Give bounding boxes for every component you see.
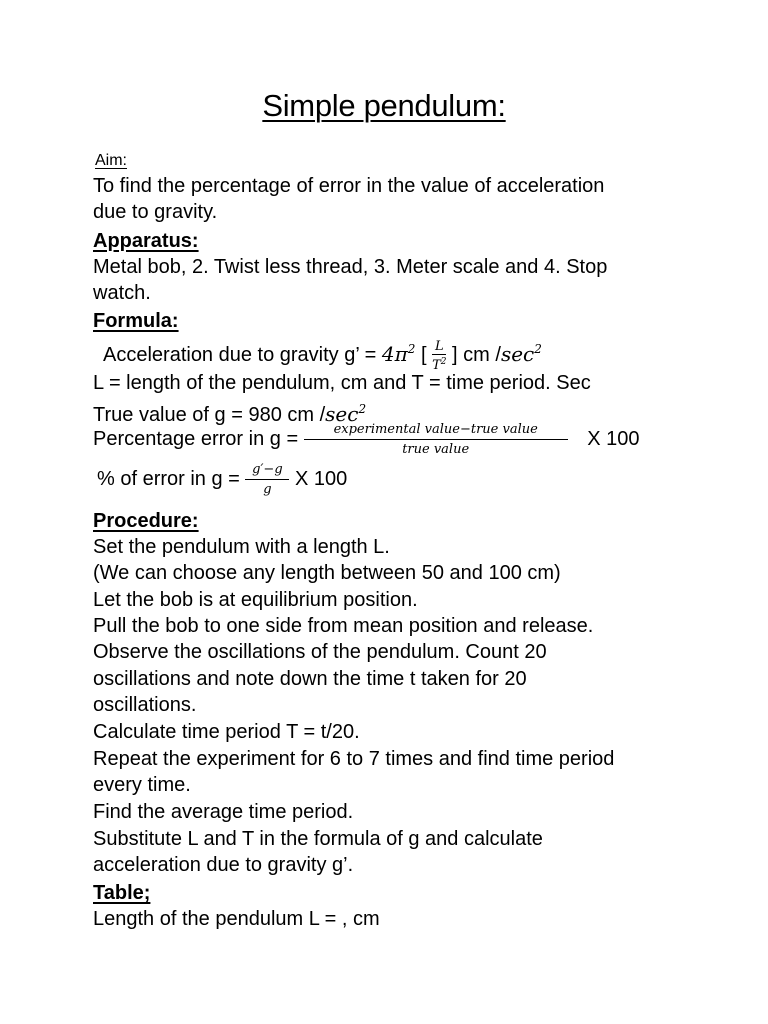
procedure-line: every time. <box>93 774 191 796</box>
aim-heading: Aim: <box>95 152 127 169</box>
formula-legend: L = length of the pendulum, cm and T = time period. Sec <box>93 372 591 394</box>
true-value-line: True value of g = 980 cm $/\sec^2$ <box>93 402 367 426</box>
procedure-line: Pull the bob to one side from mean position and release. <box>93 615 594 637</box>
formula-heading: Formula: <box>93 310 179 332</box>
aim-text-line-2: due to gravity. <box>93 201 218 223</box>
percent-error-g-label: % of error in g = <box>97 467 240 490</box>
procedure-line: Set the pendulum with a length L. <box>93 536 390 558</box>
procedure-line: oscillations and note down the time t taken for 20 <box>93 668 527 690</box>
procedure-line: Find the average time period. <box>93 801 354 823</box>
table-length-line: Length of the pendulum L = , cm <box>93 908 380 930</box>
procedure-heading: Procedure: <box>93 510 199 532</box>
procedure-line: (We can choose any length between 50 and 100 cm) <box>93 562 561 584</box>
gravity-coefficient: $4\pi^2$ <box>381 342 416 366</box>
procedure-line: oscillations. <box>93 694 197 716</box>
table-heading: Table; <box>93 882 151 904</box>
gravity-open-bracket: [ <box>420 344 427 366</box>
apparatus-line-1: Metal bob, 2. Twist less thread, 3. Meter scale and 4. Stop <box>93 256 608 278</box>
percent-error-g-formula <box>97 461 347 498</box>
percent-error-g-fraction: $\frac{g'-g}{g}$ <box>245 461 289 498</box>
percentage-error-fraction: $\frac{\text{experimental value−true value}}{\text{true value}}$ <box>304 421 568 458</box>
apparatus-heading: Apparatus: <box>93 230 199 252</box>
percentage-error-label: Percentage error in g = <box>93 427 299 450</box>
procedure-line: Repeat the experiment for 6 to 7 times and find time period <box>93 748 615 770</box>
gravity-formula <box>103 336 542 372</box>
gravity-unit-sec: $\sec^2$ <box>500 342 542 366</box>
gravity-unit: ] cm / <box>452 344 501 366</box>
page-title: Simple pendulum: <box>262 88 506 123</box>
procedure-line: Let the bob is at equilibrium position. <box>93 589 418 611</box>
percentage-error-formula <box>93 421 640 458</box>
percent-error-g-multiplier: X 100 <box>294 467 348 490</box>
aim-text-line-1: To find the percentage of error in the value of acceleration <box>93 175 605 197</box>
procedure-line: acceleration due to gravity g’. <box>93 854 354 876</box>
apparatus-line-2: watch. <box>93 282 151 304</box>
gravity-fraction: $\frac{L}{T^2}$ <box>432 338 447 373</box>
procedure-line: Calculate time period T = t/20. <box>93 721 360 743</box>
gravity-label: Acceleration due to gravity g’ = <box>103 344 377 366</box>
percentage-error-multiplier: X 100 <box>587 427 640 450</box>
procedure-line: Substitute L and T in the formula of g and calculate <box>93 828 543 850</box>
procedure-line: Observe the oscillations of the pendulum. Count 20 <box>93 641 547 663</box>
